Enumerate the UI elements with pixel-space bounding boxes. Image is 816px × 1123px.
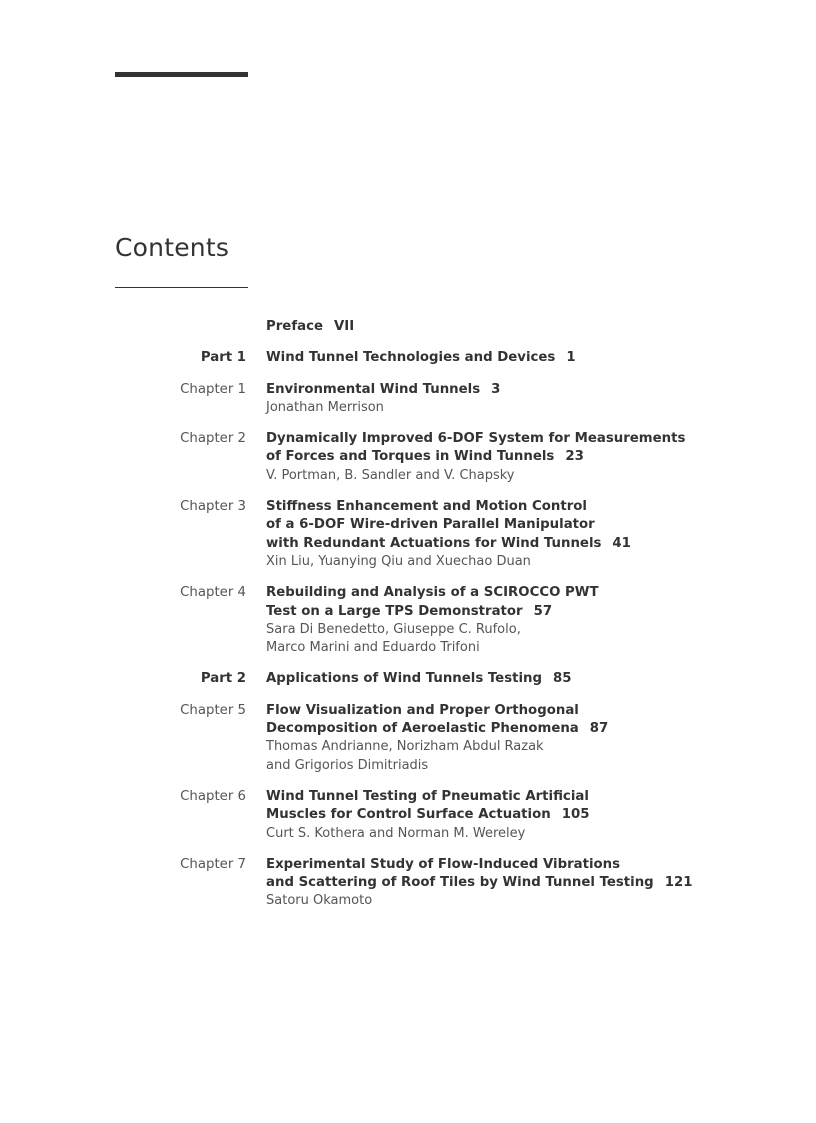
toc-entry-title[interactable] (266, 856, 736, 893)
toc-entry-label: Chapter 2 (180, 431, 246, 447)
toc-entry-title[interactable] (266, 584, 736, 621)
toc-entry-body (266, 856, 736, 911)
toc-page-number: 3 (491, 381, 501, 397)
toc-entry-title-text: Stiffness Enhancement and Motion Control (266, 499, 587, 515)
toc-entry-label: Chapter 5 (180, 702, 246, 718)
toc-entry-label: Part 2 (200, 671, 246, 687)
toc-author-line: Xin Liu, Yuanying Qiu and Xuechao Duan (266, 553, 531, 569)
toc-entry-title-line (266, 498, 736, 516)
toc-entry-title[interactable] (266, 349, 736, 367)
toc-entry-label: Chapter 3 (180, 499, 246, 515)
toc-chapter-entry[interactable] (0, 856, 816, 911)
toc-entry-title[interactable] (266, 430, 736, 467)
toc-chapter-entry[interactable] (0, 381, 816, 418)
toc-entry-body (266, 702, 736, 775)
toc-entry-title-line (266, 584, 736, 602)
toc-entry-title-line (266, 670, 736, 688)
toc-entry-body (266, 430, 736, 485)
toc-entry-body (266, 788, 736, 843)
toc-page-number: 41 (612, 535, 631, 551)
toc-entry-title[interactable] (266, 702, 736, 739)
toc-entry-label: Chapter 4 (180, 585, 246, 601)
toc-author-line: Sara Di Benedetto, Giuseppe C. Rufolo, (266, 621, 521, 637)
toc-entry-title[interactable] (266, 788, 736, 825)
toc-entry-title-text: Experimental Study of Flow-Induced Vibrations (266, 856, 621, 872)
toc-entry-title-text: Dynamically Improved 6-DOF System for Measurements (266, 431, 686, 447)
toc-entry-title[interactable] (266, 318, 736, 336)
toc-entry-title-line (266, 430, 736, 448)
toc-entry-title-text: of Forces and Torques in Wind Tunnels (266, 449, 555, 465)
page-title: Contents (115, 233, 230, 262)
toc-entry-authors (266, 399, 736, 417)
toc-entry-title-text: Test on a Large TPS Demonstrator (266, 603, 523, 619)
toc-entry-title-line (266, 448, 736, 466)
toc-entry-authors (266, 825, 736, 843)
toc-entry-title-line (266, 318, 736, 336)
toc-entry-title-text: Flow Visualization and Proper Orthogonal (266, 702, 579, 718)
toc-chapter-entry[interactable] (0, 498, 816, 571)
toc-entry-title-text: of a 6-DOF Wire-driven Parallel Manipulator (266, 517, 595, 533)
toc-entry-authors (266, 621, 736, 658)
toc-entry-title-line (266, 516, 736, 534)
toc-entry-label: Chapter 7 (180, 856, 246, 872)
toc-entry-title-text: Wind Tunnel Testing of Pneumatic Artificial (266, 788, 589, 804)
toc-entry-body (266, 670, 736, 688)
toc-entry-body (266, 318, 736, 336)
toc-page-number: 121 (664, 875, 693, 891)
toc-chapter-entry[interactable] (0, 788, 816, 843)
toc-entry-title-line (266, 349, 736, 367)
toc-entry-title-text: Environmental Wind Tunnels (266, 381, 481, 397)
toc-author-line: and Grigorios Dimitriadis (266, 757, 429, 773)
toc-part-entry[interactable] (0, 670, 816, 688)
toc-entry-title[interactable] (266, 670, 736, 688)
toc-entry-title-text: Muscles for Control Surface Actuation (266, 807, 551, 823)
toc-entry-title-line (266, 720, 736, 738)
toc-entry-label: Part 1 (200, 350, 246, 366)
toc-author-line: V. Portman, B. Sandler and V. Chapsky (266, 467, 515, 483)
toc-author-line: Jonathan Merrison (266, 399, 384, 415)
toc-entry-body (266, 498, 736, 571)
toc-entry-title-line (266, 535, 736, 553)
toc-entry-body (266, 584, 736, 657)
toc-chapter-entry[interactable] (0, 702, 816, 775)
toc-author-line: Curt S. Kothera and Norman M. Wereley (266, 825, 526, 841)
toc-entry-title-line (266, 603, 736, 621)
toc-entry-title-text: Rebuilding and Analysis of a SCIROCCO PWT (266, 585, 599, 601)
toc-entry-label: Chapter 1 (180, 381, 246, 397)
toc-entry-title-text: Applications of Wind Tunnels Testing (266, 671, 543, 687)
toc-entry-body (266, 349, 736, 367)
toc-entry-title-text: Preface (266, 319, 323, 334)
toc-entry-title-text: Wind Tunnel Technologies and Devices (266, 350, 556, 366)
toc-entry-title-line (266, 856, 736, 874)
toc-entry-title-text: Decomposition of Aeroelastic Phenomena (266, 721, 579, 737)
toc-page-number: VII (333, 319, 355, 334)
toc-entry-title-line (266, 874, 736, 892)
toc-page-number: 1 (566, 350, 576, 366)
toc-page-number: 85 (553, 671, 572, 687)
toc-entry-body (266, 381, 736, 418)
toc-page-number: 57 (533, 603, 553, 619)
toc-entry-title-text: with Redundant Actuations for Wind Tunnels (266, 535, 602, 551)
toc-author-line: Thomas Andrianne, Norizham Abdul Razak (266, 739, 544, 755)
toc-chapter-entry[interactable] (0, 584, 816, 657)
toc-entry-title[interactable] (266, 381, 736, 399)
toc-front-entry[interactable] (0, 318, 816, 336)
toc-entry-authors (266, 553, 736, 571)
toc-entry-title-text: and Scattering of Roof Tiles by Wind Tunnel Testing (266, 875, 654, 891)
toc-chapter-entry[interactable] (0, 430, 816, 485)
toc-page-number: 87 (589, 721, 609, 737)
toc-page-number: 23 (565, 449, 584, 465)
toc-part-entry[interactable] (0, 349, 816, 367)
toc-entry-title[interactable] (266, 498, 736, 553)
toc-entry-authors (266, 892, 736, 910)
toc-author-line: Satoru Okamoto (266, 893, 373, 909)
table-of-contents (0, 318, 816, 924)
title-underline (115, 287, 248, 288)
toc-page-number: 105 (561, 807, 590, 823)
toc-entry-label: Chapter 6 (180, 788, 246, 804)
toc-entry-title-line (266, 806, 736, 824)
toc-entry-title-line (266, 381, 736, 399)
top-decorative-rule (115, 72, 248, 77)
toc-entry-title-line (266, 788, 736, 806)
toc-entry-authors (266, 738, 736, 775)
toc-entry-title-line (266, 702, 736, 720)
toc-entry-authors (266, 467, 736, 485)
toc-author-line: Marco Marini and Eduardo Trifoni (266, 640, 480, 656)
